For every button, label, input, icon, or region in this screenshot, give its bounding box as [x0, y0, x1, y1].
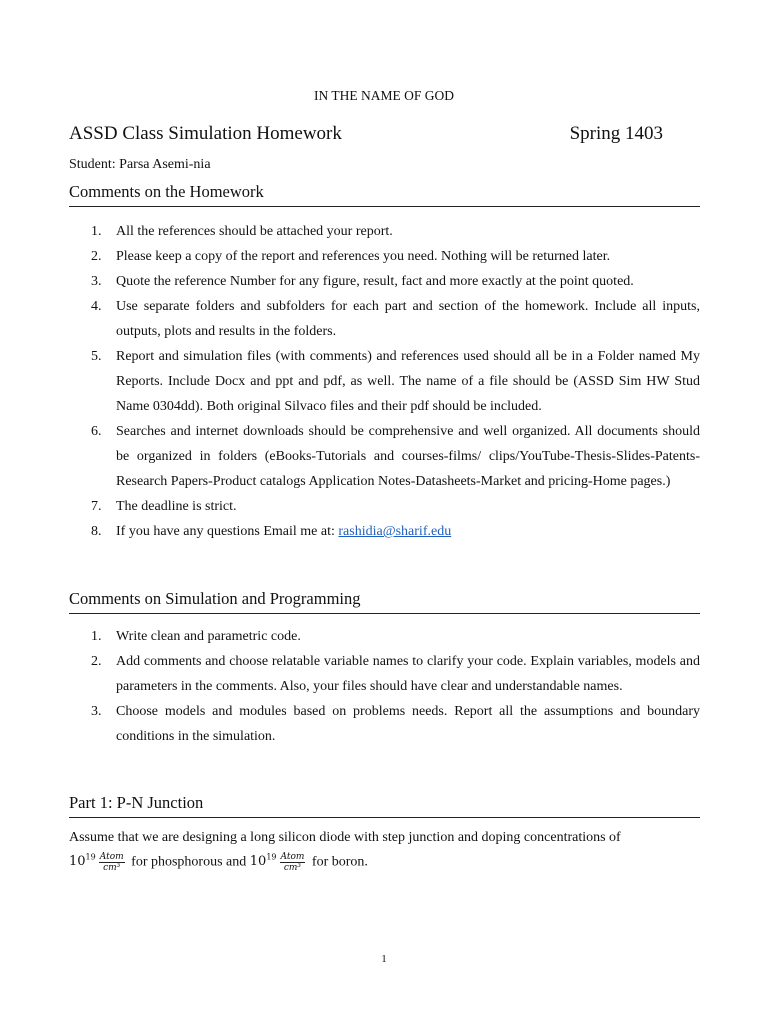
homework-comments-list	[69, 219, 700, 544]
list-item: 8. If you have any questions Email me at: rashidia@sharif.edu	[91, 524, 452, 539]
section-heading-simulation: Comments on Simulation and Programming	[69, 589, 700, 614]
simulation-comments-list	[69, 624, 700, 749]
document-title: ASSD Class Simulation Homework	[69, 123, 342, 144]
list-item: 3. Choose models and modules based on problems needs. Report all the assumptions and boundary conditions in the simulation.	[91, 704, 700, 744]
section-heading-homework: Comments on the Homework	[69, 182, 700, 207]
doping-value-boron: $10^{19}$	[249, 853, 277, 870]
unit-fraction: $\frac{\text{Atom}}{\text{cm³}}$	[280, 851, 305, 873]
document-title-row	[69, 123, 663, 145]
part1-intro-text: Assume that we are designing a long silicon diode with step junction and doping concentrations of	[69, 830, 621, 845]
unit-fraction: $\frac{\text{Atom}}{\text{cm³}}$	[99, 851, 124, 873]
student-name: Student: Parsa Asemi-nia	[69, 157, 211, 172]
top-title: IN THE NAME OF GOD	[314, 88, 454, 103]
list-item: 2. Please keep a copy of the report and references you need. Nothing will be returned later.	[91, 249, 611, 264]
part1-paragraph: Assume that we are designing a long silicon diode with step junction and doping concentrations of $10^{19}$ $\frac{\text{Atom}}{\text{cm³}}$ for phosphorous and $10^{19}$ $\frac{\text{Atom}}{\text{cm³}}$ for boron.	[69, 830, 621, 873]
list-item: 6. Searches and internet downloads should be comprehensive and well organized. All documents should be organized in folders (eBooks-Tutorials and courses-films/ clips/YouTube-Thesis-Slides-Patents- Research Papers-Product catalogs Application Notes-Datasheets-Market and pricing-Home pages.)	[91, 424, 700, 489]
section-heading-part1: Part 1: P-N Junction	[69, 793, 700, 818]
email-link[interactable]: rashidia@sharif.edu	[338, 524, 452, 539]
list-item: 1. All the references should be attached your report.	[91, 224, 393, 239]
list-item: 2. Add comments and choose relatable variable names to clarify your code. Explain variables, models and parameters in the comments. Also, your files should have clear and understandable names.	[91, 654, 700, 694]
semester-label: Spring 1403	[569, 123, 663, 144]
list-item: 4. Use separate folders and subfolders for each part and section of the homework. Include all inputs, outputs, plots and results in the folders.	[91, 299, 700, 339]
list-item: 1. Write clean and parametric code.	[91, 629, 301, 644]
list-item: 3. Quote the reference Number for any figure, result, fact and more exactly at the point quoted.	[91, 274, 634, 289]
page-number: 1	[381, 953, 387, 965]
list-item: 5. Report and simulation files (with comments) and references used should all be in a Folder named My Reports. Include Docx and ppt and pdf, as well. The name of a file should be (ASSD Sim HW Stud Name 0304dd). Both original Silvaco files and their pdf should be included.	[91, 349, 700, 414]
doping-value-phosphorous: $10^{19}$	[69, 853, 96, 870]
list-item: 7. The deadline is strict.	[91, 499, 237, 514]
